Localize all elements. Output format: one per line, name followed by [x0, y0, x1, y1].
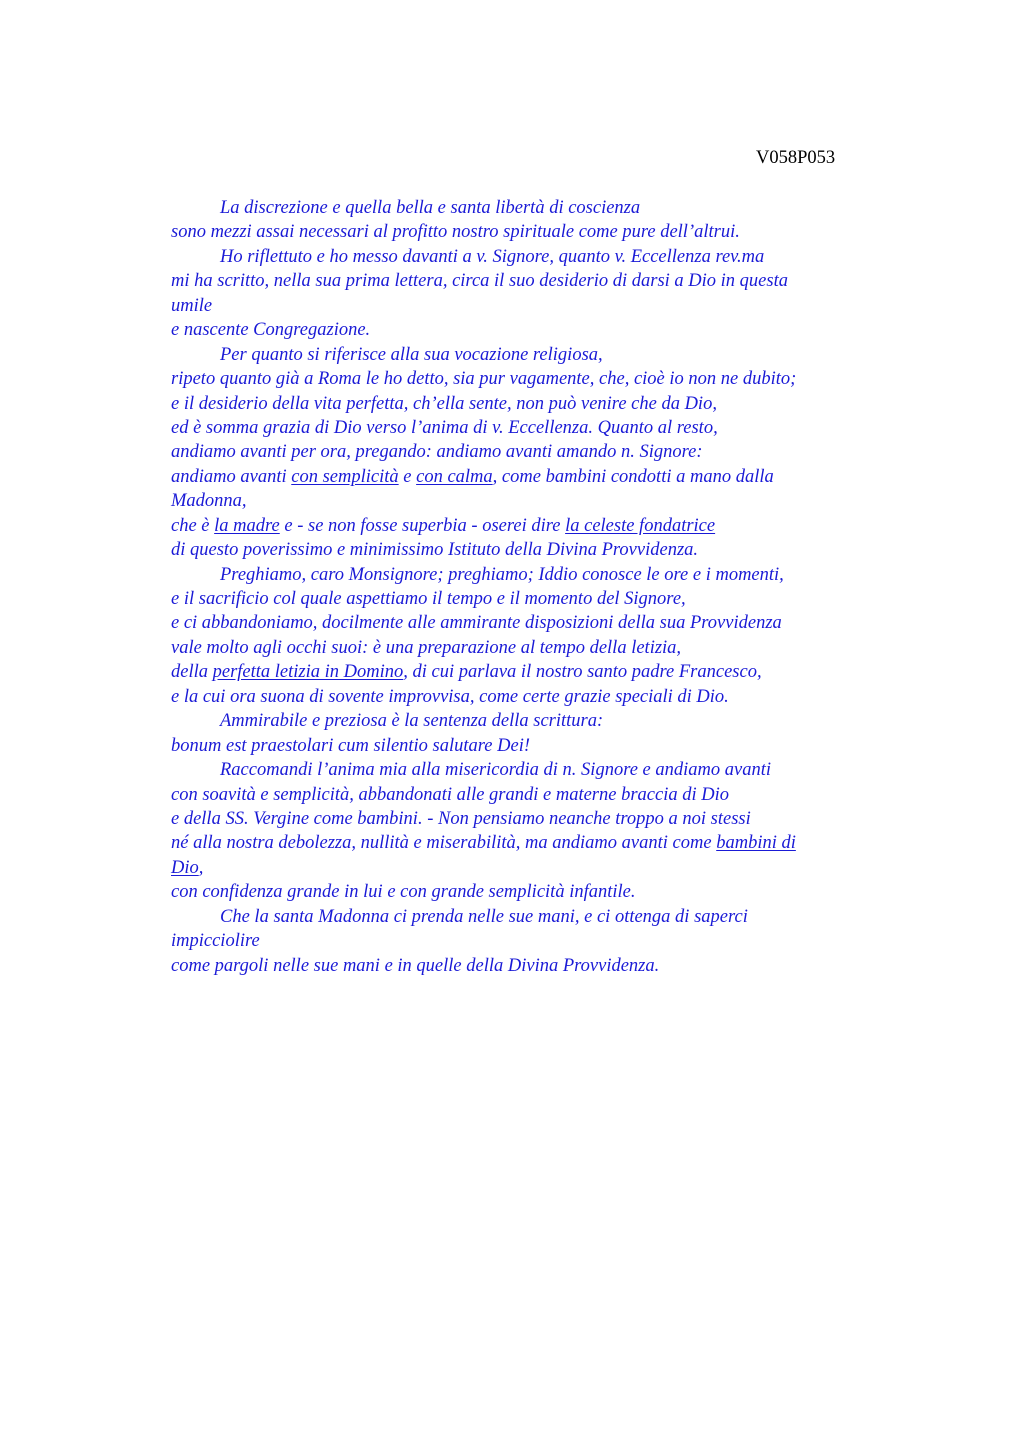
letter-line: con soavità e semplicità, abbandonati alle grandi e materne braccia di Dio [171, 784, 729, 805]
underlined-phrase: bambini di [716, 833, 796, 854]
letter-line: con confidenza grande in lui e con grande semplicità infantile. [171, 882, 636, 903]
letter-line: Che la santa Madonna ci prenda nelle sue mani, e ci ottenga di saperci [220, 906, 748, 927]
text-run: , di cui parlava il nostro santo padre Francesco, [403, 662, 762, 683]
text-run: della [171, 662, 213, 683]
letter-line [171, 465, 891, 489]
letter-line [171, 856, 891, 880]
underlined-phrase: la madre [214, 515, 280, 536]
letter-line: ed è somma grazia di Dio verso l’anima di v. Eccellenza. Quanto al resto, [171, 417, 718, 438]
text-run: , [198, 857, 204, 878]
letter-line: e della SS. Vergine come bambini. - Non pensiamo neanche troppo a noi stessi [171, 808, 751, 829]
underlined-phrase: la celeste fondatrice [565, 515, 716, 536]
letter-line: La discrezione e quella bella e santa libertà di coscienza [220, 198, 641, 218]
letter-line: Raccomandi l’anima mia alla misericordia di n. Signore e andiamo avanti [220, 760, 771, 781]
letter-line: Madonna, [171, 491, 247, 512]
letter-line [171, 660, 891, 684]
letter-line: impicciolire [171, 931, 260, 952]
letter-line [171, 514, 891, 538]
text-run: , come bambini condotti a mano dalla [492, 466, 774, 487]
letter-line [171, 831, 891, 855]
underlined-phrase: con calma [416, 466, 493, 487]
text-run: e [398, 466, 417, 487]
underlined-phrase: con semplicità [291, 466, 399, 487]
text-run: né alla nostra debolezza, nullità e miserabilità, ma andiamo avanti come [171, 833, 717, 854]
letter-line: sono mezzi assai necessari al profitto nostro spirituale come pure dell’altrui. [171, 222, 740, 243]
letter-line: e la cui ora suona di sovente improvvisa, come certe grazie speciali di Dio. [171, 686, 729, 707]
letter-line: e nascente Congregazione. [171, 320, 371, 341]
letter-line: mi ha scritto, nella sua prima lettera, circa il suo desiderio di darsi a Dio in questa [171, 271, 788, 292]
letter-line: andiamo avanti per ora, pregando: andiamo avanti amando n. Signore: [171, 442, 703, 463]
letter-body [171, 196, 891, 978]
letter-line: e ci abbandoniamo, docilmente alle ammirante disposizioni della sua Provvidenza [171, 613, 782, 634]
letter-line: Ammirabile e preziosa è la sentenza della scrittura: [220, 711, 604, 732]
text-run: andiamo avanti [171, 466, 292, 487]
underlined-phrase: perfetta letizia in Domino [212, 662, 404, 683]
letter-line: e il desiderio della vita perfetta, ch’ella sente, non può venire che da Dio, [171, 393, 717, 414]
letter-line: Ho riflettuto e ho messo davanti a v. Signore, quanto v. Eccellenza rev.ma [220, 246, 765, 267]
letter-line: come pargoli nelle sue mani e in quelle della Divina Provvidenza. [171, 955, 660, 976]
document-code: V058P053 [756, 148, 836, 168]
letter-line: ripeto quanto già a Roma le ho detto, sia pur vagamente, che, cioè io non ne dubito; [171, 369, 797, 390]
text-run: e - se non fosse superbia - oserei dire [279, 515, 566, 536]
underlined-phrase: Dio [171, 857, 199, 878]
letter-line: bonum est praestolari cum silentio salutare Dei! [171, 735, 531, 756]
letter-line: Per quanto si riferisce alla sua vocazione religiosa, [220, 344, 603, 365]
text-run: che è [171, 515, 215, 536]
letter-line: vale molto agli occhi suoi: è una preparazione al tempo della letizia, [171, 637, 682, 658]
letter-line: umile [171, 295, 213, 316]
letter-line: di questo poverissimo e minimissimo Istituto della Divina Provvidenza. [171, 540, 699, 561]
letter-line: e il sacrificio col quale aspettiamo il tempo e il momento del Signore, [171, 589, 686, 609]
letter-line: Preghiamo, caro Monsignore; preghiamo; Iddio conosce le ore e i momenti, [220, 564, 784, 585]
